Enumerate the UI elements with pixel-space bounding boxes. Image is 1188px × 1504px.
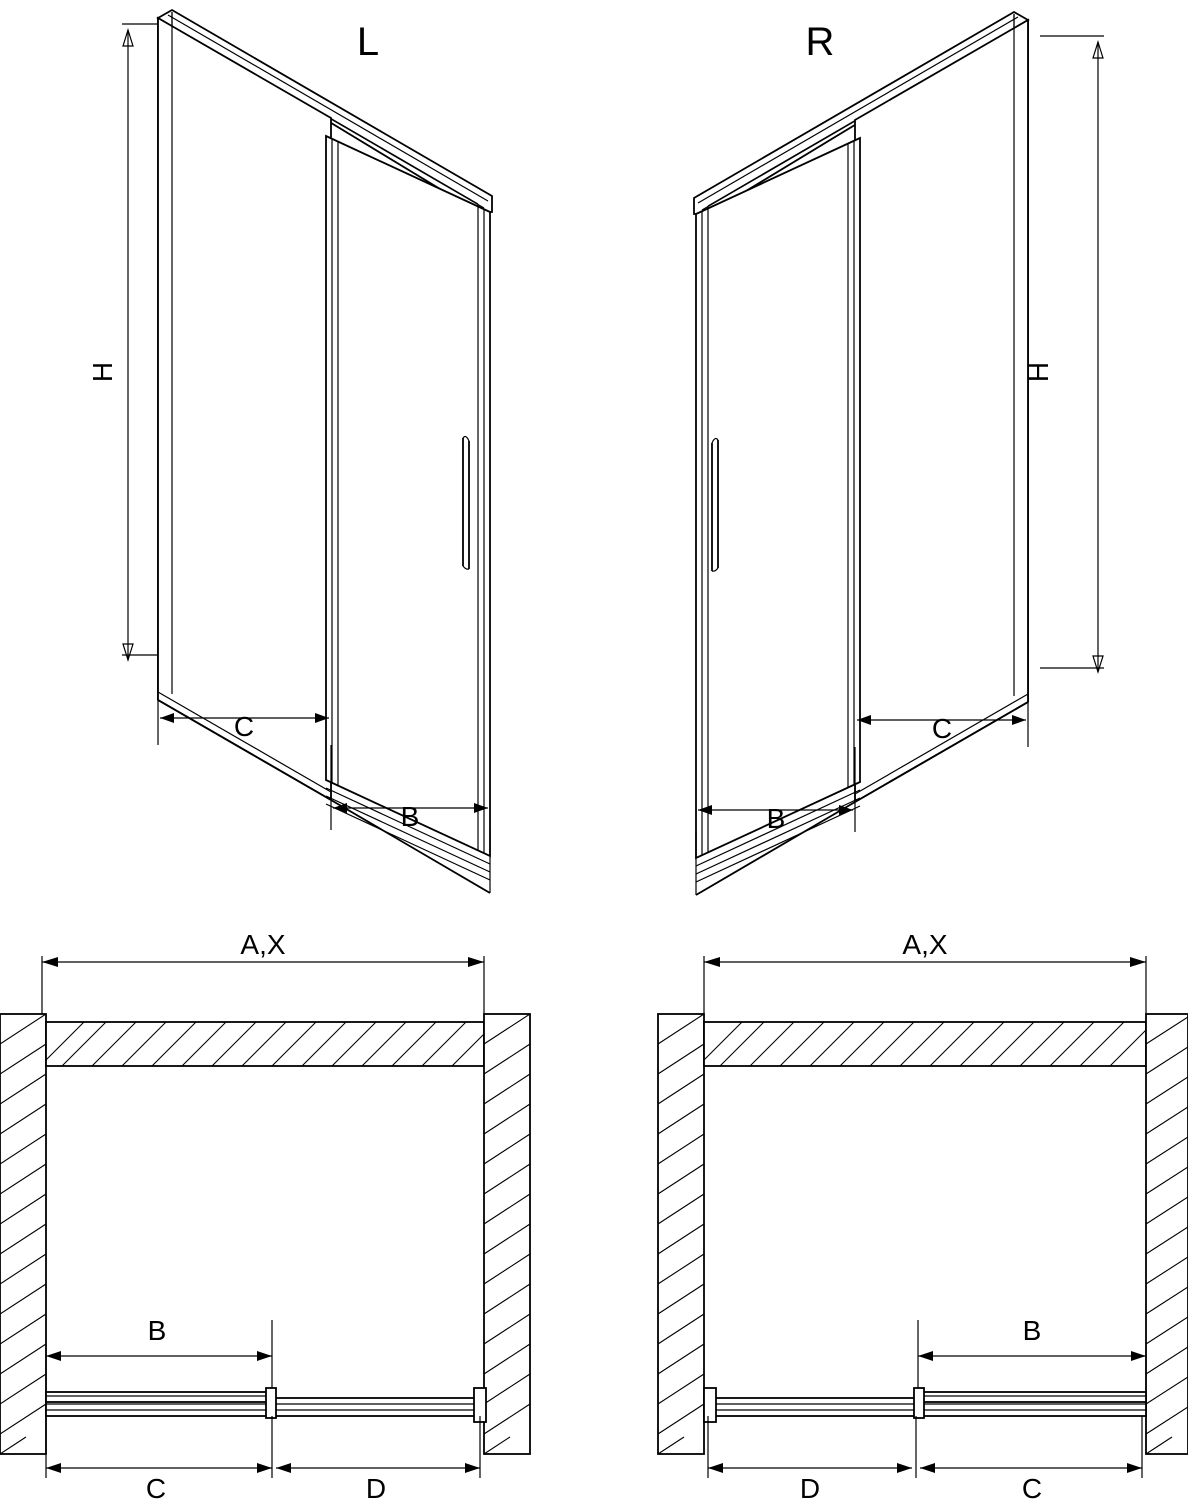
dim-total-plan-left (42, 956, 484, 1014)
wall-top-plan-left (46, 1022, 484, 1066)
view-title-left: L (356, 20, 380, 64)
door-panel-left (326, 136, 490, 880)
wall-top-plan-right (704, 1022, 1146, 1066)
dim-C-plan-right (920, 1416, 1142, 1478)
dim-C-plan-left (46, 1416, 272, 1478)
label-B-iso-left: B (400, 801, 420, 832)
label-H-iso-right: H (1023, 361, 1054, 383)
fixed-panel-left (158, 12, 331, 800)
wall-right-plan-right (1146, 1014, 1188, 1454)
label-C-plan-right: C (1021, 1473, 1043, 1504)
label-B-plan-right: B (1022, 1315, 1042, 1346)
label-C-plan-left: C (145, 1473, 167, 1504)
label-D-plan-left: D (365, 1473, 387, 1504)
plan-view-right (658, 929, 1188, 1504)
track-plan-right (704, 1388, 1146, 1422)
dim-D-plan-right (708, 1416, 916, 1478)
view-title-right: R (805, 20, 835, 64)
fixed-panel-right (855, 14, 1028, 802)
label-C-iso-left: C (233, 711, 255, 742)
wall-left-plan-left (0, 1014, 46, 1454)
dim-height-right (1040, 36, 1104, 672)
iso-view-left (87, 10, 492, 893)
wall-right-plan-left (484, 1014, 530, 1454)
plan-view-left (0, 929, 530, 1504)
track-plan-left (46, 1388, 486, 1422)
label-H-iso-left: H (87, 361, 118, 383)
label-C-iso-right: C (931, 713, 953, 744)
label-B-plan-left: B (147, 1315, 167, 1346)
dim-total-plan-right (704, 956, 1146, 1014)
label-B-iso-right: B (766, 803, 786, 834)
label-AX-plan-right: A,X (902, 929, 948, 960)
iso-view-right (694, 12, 1104, 895)
label-AX-plan-left: A,X (240, 929, 286, 960)
label-D-plan-right: D (799, 1473, 821, 1504)
door-panel-right (696, 138, 860, 882)
wall-left-plan-right (658, 1014, 704, 1454)
dim-D-plan-left (276, 1416, 480, 1478)
